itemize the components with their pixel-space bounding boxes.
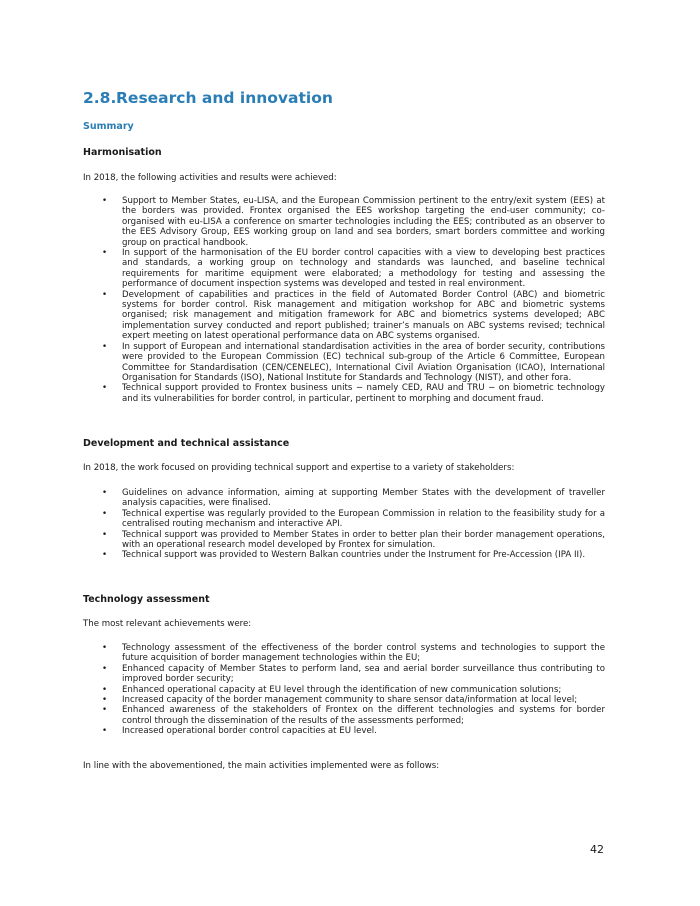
bullet-icon: • (102, 695, 108, 706)
list-item-text: Technology assessment of the effectiveness of the border control systems and technologies to support the future acquisition of border management technologies within the EU; (122, 643, 605, 664)
list-item-text: Technical support was provided to Western Balkan countries under the Instrument for Pre-Accession (IPA II). (122, 550, 586, 561)
list-item (83, 488, 605, 509)
list-item-text: Technical support was provided to Member States in order to better plan their border management operations, with an operational research model developed by Frontex for simulation. (122, 529, 605, 551)
list-item-text: Technical expertise was regularly provided to the European Commission in relation to the feasibility study for a centralised routing mechanism and interactive API. (122, 508, 605, 530)
list-item (83, 530, 605, 551)
list-item (83, 248, 605, 290)
development-heading: Development and technical assistance (83, 438, 290, 449)
page-number: 42 (590, 843, 604, 856)
list-item-text: In support of the harmonisation of the EU border control capacities with a view to developing best practices and standards, a working group on technology and standards was launched, and baseline technical requirements for maritime equipment were elaborated; a methodology for testing and assessing the performance of document inspection systems was developed and tested in real environment. (122, 248, 605, 290)
list-item (83, 383, 605, 404)
section-number: 2.8. (83, 89, 117, 107)
bullet-icon: • (102, 529, 108, 540)
list-item (83, 290, 605, 342)
list-item (83, 342, 605, 384)
technology-list (83, 643, 605, 737)
technology-closing: In line with the abovementioned, the main activities implemented were as follows: (83, 761, 440, 771)
bullet-icon: • (102, 341, 108, 352)
harmonisation-heading: Harmonisation (83, 147, 162, 158)
list-item-text: Enhanced awareness of the stakeholders of Frontex on the different technologies and systems for border control through the dissemination of the results of the assessments performed; (122, 705, 605, 726)
bullet-icon: • (102, 383, 108, 394)
bullet-icon: • (102, 684, 108, 695)
bullet-icon: • (102, 488, 108, 498)
list-item-text: Enhanced operational capacity at EU level through the identification of new communication solutions; (122, 684, 562, 695)
bullet-icon: • (102, 196, 108, 206)
development-intro: In 2018, the work focused on providing technical support and expertise to a variety of stakeholders: (83, 463, 515, 473)
harmonisation-list (83, 196, 605, 404)
list-item-text: Development of capabilities and practices in the field of Automated Border Control (ABC) and biometric systems for border control. Risk management and mitigation workshop for ABC and biometric systems organised; risk management and mitigation framework for ABC and biometrics systems developed; ABC implementation survey conducted and report published; trainer’s manuals on ABC systems revised; technical expert meeting on latest operational performance data on ABC systems organised. (122, 289, 605, 342)
list-item-text: Increased capacity of the border management community to share sensor data/information at local level; (122, 695, 578, 706)
list-item (83, 509, 605, 530)
bullet-icon: • (102, 248, 108, 259)
harmonisation-intro: In 2018, the following activities and results were achieved: (83, 173, 337, 183)
section-title: Research and innovation (116, 89, 333, 107)
list-item (83, 705, 605, 726)
section-heading (83, 89, 333, 107)
list-item (83, 726, 605, 736)
technology-heading: Technology assessment (83, 594, 210, 605)
list-item (83, 685, 605, 695)
bullet-icon: • (102, 508, 108, 519)
list-item-text: Guidelines on advance information, aiming at supporting Member States with the development of traveller analysis capacities, were finalised. (122, 488, 605, 509)
bullet-icon: • (102, 550, 108, 561)
list-item (83, 196, 605, 248)
bullet-icon: • (102, 726, 108, 737)
list-item-text: Technical support provided to Frontex business units − namely CED, RAU and TRU − on biometric technology and its vulnerabilities for border control, in particular, pertinent to morphing and document fraud. (122, 383, 605, 404)
list-item-text: Support to Member States, eu-LISA, and the European Commission pertinent to the entry/exit system (EES) at the borders was provided. Frontex organised the EES workshop targeting the end-user community; co-organised with eu-LISA a conference on smarter technologies including the EES; contributed as an observer to the EES Advisory Group, EES working group on land and sea borders, smart borders committee and working group on practical handbook. (122, 196, 605, 248)
bullet-icon: • (102, 705, 108, 716)
technology-intro: The most relevant achievements were: (83, 619, 252, 629)
development-list (83, 488, 605, 561)
list-item-text: Enhanced capacity of Member States to perform land, sea and aerial border surveillance thus contributing to improved border security; (122, 663, 605, 685)
list-item (83, 550, 605, 560)
bullet-icon: • (102, 289, 108, 300)
summary-label: Summary (83, 121, 134, 132)
bullet-icon: • (102, 643, 108, 653)
list-item (83, 664, 605, 685)
list-item-text: Increased operational border control capacities at EU level. (122, 726, 377, 737)
list-item-text: In support of European and international standardisation activities in the area of border security, contributions were provided to the European Commission (EC) technical sub-group of the Article 6 Committee, European Committee for Standardisation (CEN/CENELEC), International Civil Aviation Organisation (ICAO), International Organisation for Standards (ISO), National Institute for Standards and Technology (NIST), and other fora. (122, 341, 605, 383)
list-item (83, 695, 605, 705)
bullet-icon: • (102, 663, 108, 674)
list-item (83, 643, 605, 664)
